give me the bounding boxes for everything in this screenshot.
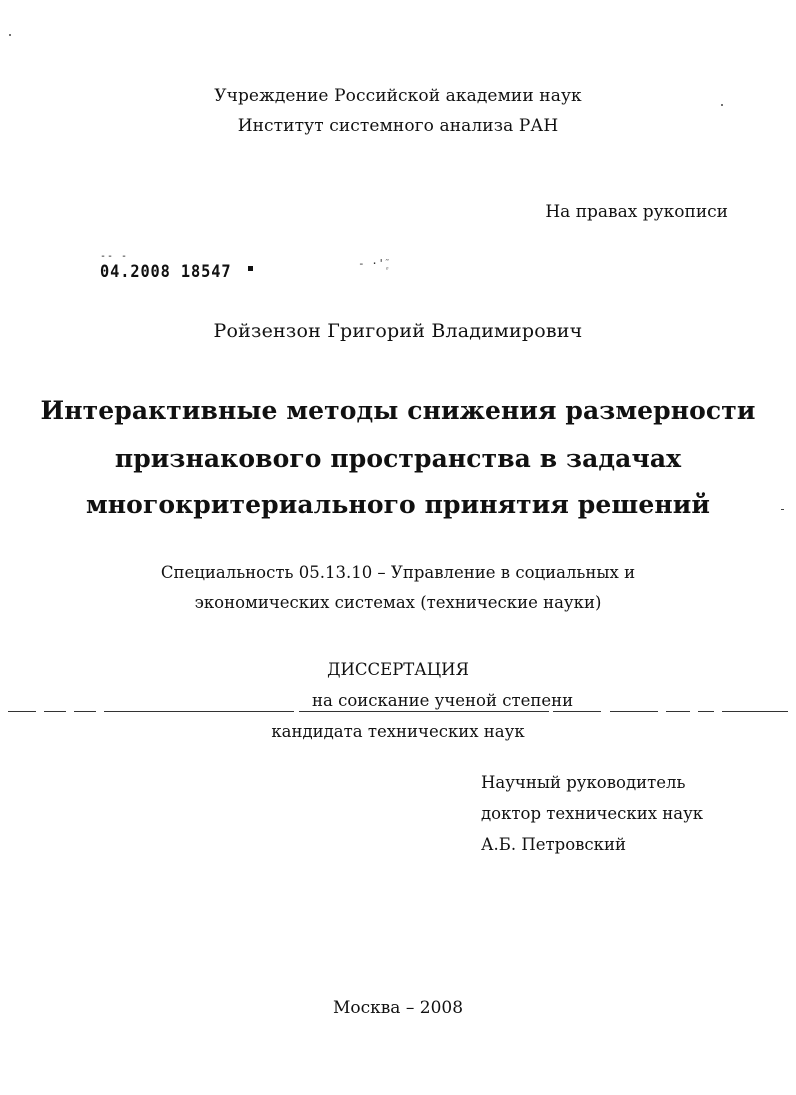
document-type: ДИССЕРТАЦИЯ <box>327 660 469 679</box>
thesis-title-line-2: признакового пространства в задачах <box>114 444 682 473</box>
scan-rule-segment <box>722 711 788 712</box>
organization-line-1: Учреждение Российской академии наук <box>214 86 582 106</box>
stamp-top-marks: -- - <box>100 251 129 262</box>
scan-rule-segment <box>698 711 714 712</box>
specialty-line-1: Специальность 05.13.10 – Управление в социальных и <box>160 563 636 582</box>
specialty-line-2: экономических системах (технические науки) <box>194 593 602 612</box>
thesis-title-line-1: Интерактивные методы снижения размерности <box>40 396 756 425</box>
stamp-end-mark <box>248 266 253 271</box>
scan-speck <box>9 34 11 36</box>
supervisor-name: А.Б. Петровский <box>481 835 626 854</box>
scan-rule-segment <box>553 711 601 712</box>
scan-rule-segment <box>610 711 658 712</box>
degree-line-2: кандидата технических наук <box>271 722 525 741</box>
scan-rule-segment <box>299 711 549 712</box>
scan-rule-segment <box>104 711 294 712</box>
place-and-year: Москва – 2008 <box>332 998 464 1018</box>
manuscript-note: На правах рукописи <box>545 202 728 222</box>
author-name: Ройзензон Григорий Владимирович <box>213 320 583 342</box>
degree-line-1: на соискание ученой степени <box>312 691 574 710</box>
supervisor-label: Научный руководитель <box>481 773 686 792</box>
scan-rule-segment <box>44 711 66 712</box>
scan-rule-segment <box>74 711 96 712</box>
supervisor-degree: доктор технических наук <box>481 804 704 823</box>
organization-line-2: Институт системного анализа РАН <box>237 116 559 136</box>
registration-stamp: 04.2008 18547 <box>100 262 232 282</box>
stamp-faint-marks: - ·' ᷊᷉ <box>358 257 388 270</box>
thesis-title-line-3: многокритериального принятия решений <box>85 490 711 519</box>
scan-rule-segment <box>8 711 36 712</box>
scan-rule-segment <box>666 711 690 712</box>
